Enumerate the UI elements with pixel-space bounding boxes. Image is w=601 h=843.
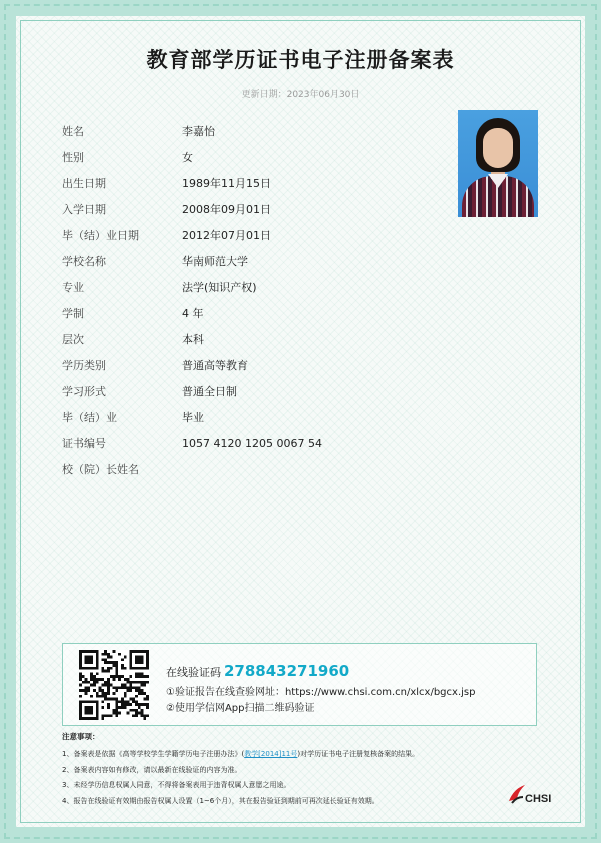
field-value: 法学(知识产权) xyxy=(182,281,257,294)
field-label: 层次 xyxy=(62,333,84,346)
field-value: 毕业 xyxy=(182,411,204,424)
row-graduation-date xyxy=(62,222,442,248)
field-label: 证书编号 xyxy=(62,437,106,450)
row-name xyxy=(62,118,442,144)
info-table xyxy=(62,118,442,482)
field-label: 毕（结）业 xyxy=(62,411,117,424)
row-school xyxy=(62,248,442,274)
field-value: 华南师范大学 xyxy=(182,255,248,268)
row-major xyxy=(62,274,442,300)
row-certificate-number xyxy=(62,430,442,456)
field-value: 2008年09月01日 xyxy=(182,203,271,216)
field-label: 学校名称 xyxy=(62,255,106,268)
notes-section xyxy=(62,731,502,809)
notes-title: 注意事项： xyxy=(62,732,100,741)
row-education-type xyxy=(62,352,442,378)
field-label: 学制 xyxy=(62,307,84,320)
regulation-link[interactable]: 教学[2014]11号 xyxy=(244,750,298,758)
verification-box xyxy=(62,643,537,726)
field-label: 姓名 xyxy=(62,125,84,138)
field-value: 1057 4120 1205 0067 54 xyxy=(182,436,322,450)
verification-code: 278843271960 xyxy=(224,662,350,680)
verification-code-line xyxy=(166,662,349,680)
update-date: 更新日期：2023年06月30日 xyxy=(241,90,360,100)
note-item: 2、备案表内容如有修改，请以最新在线验证的内容为准。 xyxy=(62,765,242,774)
row-enroll-date xyxy=(62,196,442,222)
row-study-mode xyxy=(62,378,442,404)
field-value: 2012年07月01日 xyxy=(182,229,271,242)
field-value: 1989年11月15日 xyxy=(182,177,271,190)
field-value: 女 xyxy=(182,151,193,164)
field-label: 学历类别 xyxy=(62,359,106,372)
row-level xyxy=(62,326,442,352)
note-item: 3、未经学历信息权属人同意，不得将备案表用于违背权属人意愿之用途。 xyxy=(62,781,291,789)
row-duration xyxy=(62,300,442,326)
verification-code-label: 在线验证码 xyxy=(166,666,221,679)
note-item: 4、报告在线验证有效期由报告权属人设置（1~6个月），其在报告验证到期前可再次延长验证有效期。 xyxy=(62,796,379,805)
id-photo xyxy=(458,110,538,217)
field-label: 入学日期 xyxy=(62,203,106,216)
field-label: 专业 xyxy=(62,281,84,294)
document-title: 教育部学历证书电子注册备案表 xyxy=(146,48,455,72)
field-label: 学习形式 xyxy=(62,385,106,398)
field-value: 4 年 xyxy=(182,307,204,320)
row-birth-date xyxy=(62,170,442,196)
row-president-name xyxy=(62,456,442,482)
row-graduation-status xyxy=(62,404,442,430)
qr-code-icon[interactable] xyxy=(79,650,149,720)
verification-url-line: ①验证报告在线查验网址：https://www.chsi.com.cn/xlcx/bgcx.jsp xyxy=(166,687,476,698)
field-label: 性别 xyxy=(62,151,84,164)
field-value: 李嘉怡 xyxy=(182,125,215,138)
field-value: 本科 xyxy=(182,333,204,346)
note-item: 1、备案表是依据《高等学校学生学籍学历电子注册办法》(教学[2014]11号)对学历证书电子注册复核备案的结果。 xyxy=(62,750,420,758)
field-value: 普通全日制 xyxy=(182,385,237,398)
field-value: 普通高等教育 xyxy=(182,359,248,372)
field-label: 出生日期 xyxy=(62,177,106,190)
field-label: 毕（结）业日期 xyxy=(62,229,139,242)
field-label: 校（院）长姓名 xyxy=(62,463,139,476)
verification-app-line: ②使用学信网App扫描二维码验证 xyxy=(166,703,315,714)
chsi-logo-text: CHSI xyxy=(525,793,552,805)
row-gender xyxy=(62,144,442,170)
